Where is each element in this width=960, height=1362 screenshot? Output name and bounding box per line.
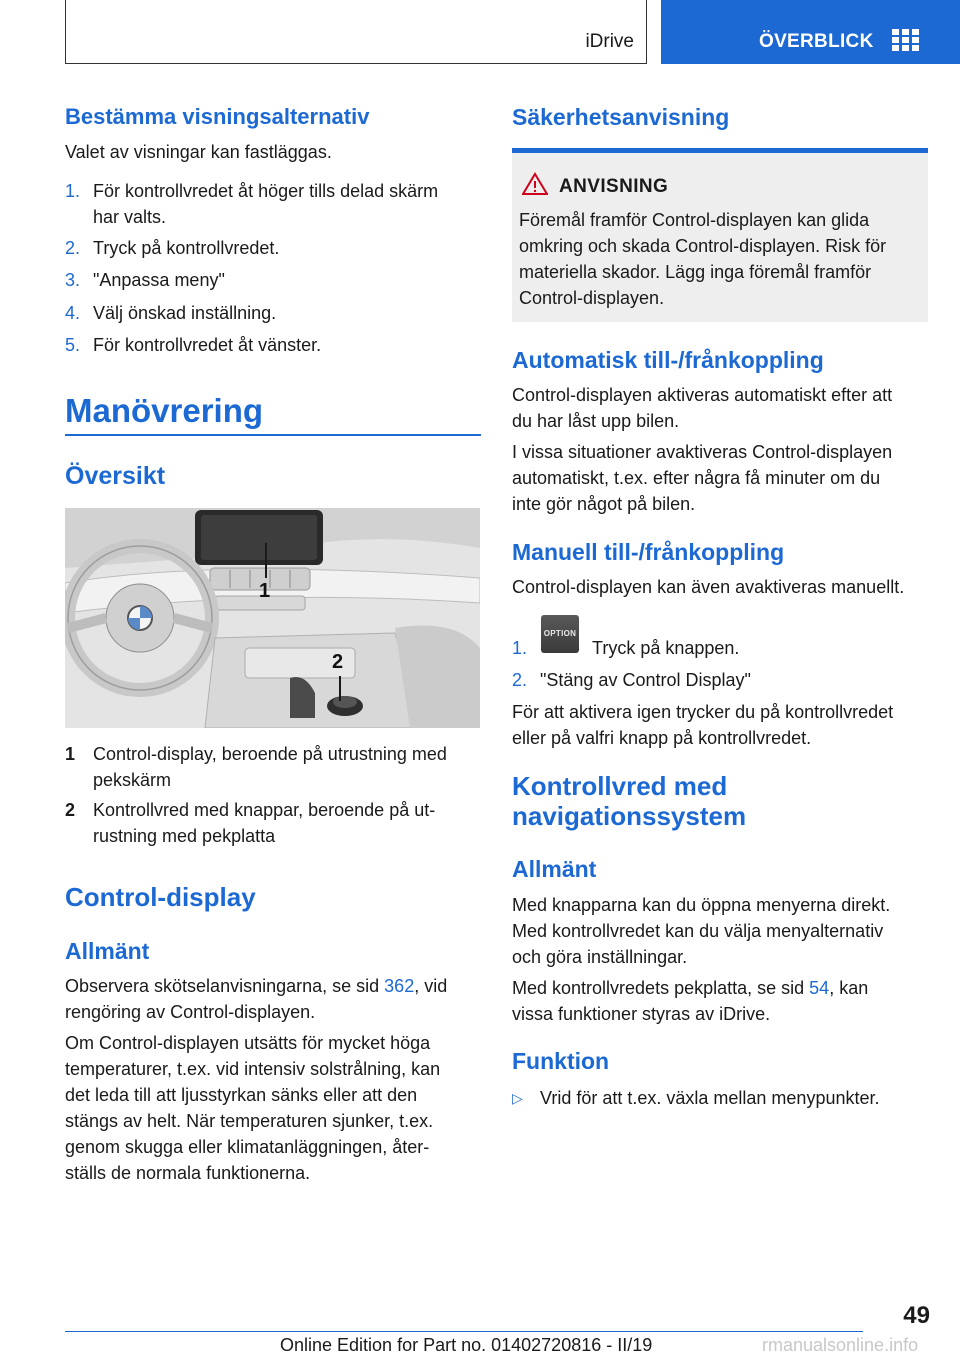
step-number: 5. (65, 335, 81, 355)
header-section-title: iDrive (585, 31, 634, 52)
step-number: 3. (65, 270, 81, 290)
grid-menu-icon[interactable] (892, 29, 919, 53)
intro-text: Valet av visningar kan fastläggas. (65, 142, 332, 162)
warning-box (512, 148, 928, 322)
step-text: Tryck på kontrollvredet. (93, 238, 280, 258)
warning-text: omkring och skada Control-displayen. Risk för (519, 236, 887, 256)
manual-paragraph: Control-displayen kan även avaktiveras manuellt. (512, 577, 905, 597)
legend-text: Control-display, beroende på utrustning med (93, 744, 447, 764)
footer-watermark: rmanualsonline.info (762, 1335, 919, 1355)
step-number: 4. (65, 303, 81, 323)
heading-operation: Manövrering (65, 392, 264, 429)
heat-paragraph-line: det leda till att ljusstyrkan sänks eller att den (65, 1085, 418, 1105)
activate-paragraph-line: eller på valfri knapp på kontrollvredet. (512, 728, 812, 748)
heading-display-options: Bestämma visningsalternativ (65, 104, 370, 129)
page-number: 49 (903, 1302, 930, 1329)
warning-icon (522, 172, 548, 196)
auto-paragraph-line: Control-displayen aktiveras automatiskt efter att (512, 385, 893, 405)
legend-text: rustning med pekplatta (93, 826, 276, 846)
step-text: För kontrollvredet åt höger tills delad skärm (93, 181, 439, 201)
heading-general: Allmänt (512, 856, 597, 882)
heading-controller-l1: Kontrollvred med (512, 771, 728, 801)
figure-label: 2 (332, 651, 344, 673)
touchpad-paragraph-line: vissa funktioner styras av iDrive. (512, 1004, 771, 1024)
step-text: Tryck på knappen. (592, 638, 740, 658)
auto-paragraph-line: I vissa situationer avaktiveras Control-displayen (512, 442, 893, 462)
figure-label: 1 (259, 580, 271, 602)
legend-number: 2 (65, 800, 76, 820)
heading-safety: Säkerhetsanvisning (512, 104, 730, 130)
general-paragraph-line: Med knapparna kan du öppna menyerna direkt. (512, 895, 891, 915)
general-paragraph-line: och göra inställningar. (512, 947, 688, 967)
heat-paragraph-line: ställs de normala funktionerna. (65, 1163, 311, 1183)
legend-number: 1 (65, 744, 76, 764)
touchpad-paragraph: Med kontrollvredets pekplatta, se sid 54, kan (512, 978, 869, 998)
step-number: 2. (65, 238, 81, 258)
auto-paragraph-line: du har låst upp bilen. (512, 411, 680, 431)
care-paragraph: Observera skötselanvisningarna, se sid 362, vid (65, 976, 448, 996)
heading-general: Allmänt (65, 938, 150, 964)
heading-rule (65, 434, 481, 436)
warning-text: materiella skador. Lägg inga föremål framför (519, 262, 872, 282)
cockpit-illustration (65, 508, 480, 728)
footer-edition: Online Edition for Part no. 01402720816 - II/19 (280, 1335, 653, 1355)
heading-auto-switch: Automatisk till-/frånkoppling (512, 347, 824, 373)
step-number: 1. (512, 638, 528, 658)
header-section-tab (65, 0, 647, 64)
heading-overview: Översikt (65, 462, 166, 490)
heat-paragraph-line: Om Control-displayen utsätts för mycket höga (65, 1033, 431, 1053)
step-text: Välj önskad inställning. (93, 303, 277, 323)
care-paragraph-line: rengöring av Control-displayen. (65, 1002, 316, 1022)
step-text: "Stäng av Control Display" (540, 670, 751, 690)
footer-rule (65, 1331, 863, 1332)
warning-title: ANVISNING (559, 176, 669, 197)
heading-control-display: Control-display (65, 882, 256, 912)
option-button-icon: OPTION (541, 615, 579, 653)
general-paragraph-line: Med kontrollvredet kan du välja menyalternativ (512, 921, 884, 941)
heading-controller-l2: navigationssystem (512, 801, 747, 831)
function-item: Vrid för att t.ex. växla mellan menypunkter. (540, 1088, 880, 1108)
page-link[interactable]: 362 (384, 976, 415, 996)
heading-manual-switch: Manuell till-/frånkoppling (512, 539, 785, 565)
bullet-triangle-icon: ▷ (512, 1090, 523, 1106)
auto-paragraph-line: inte gör något på bilen. (512, 494, 696, 514)
activate-paragraph-line: För att aktivera igen trycker du på kontrollvredet (512, 702, 894, 722)
cockpit-drawing (65, 508, 480, 728)
step-number: 1. (65, 181, 81, 201)
step-text: För kontrollvredet åt vänster. (93, 335, 322, 355)
header-chapter-tab[interactable] (661, 0, 960, 64)
step-text: "Anpassa meny" (93, 270, 225, 290)
heat-paragraph-line: temperaturer, t.ex. vid intensiv solstrålning, kan (65, 1059, 441, 1079)
legend-text: pekskärm (93, 770, 172, 790)
heat-paragraph-line: stängs av helt. När temperaturen sjunker, t.ex. (65, 1111, 434, 1131)
header-chapter-title[interactable]: ÖVERBLICK (759, 31, 874, 52)
step-text: har valts. (93, 207, 167, 227)
step-number: 2. (512, 670, 528, 690)
warning-text: Föremål framför Control-displayen kan glida (519, 210, 870, 230)
heading-function: Funktion (512, 1048, 610, 1074)
auto-paragraph-line: automatiskt, t.ex. efter några få minuter om du (512, 468, 881, 488)
page-link[interactable]: 54 (809, 978, 830, 998)
legend-text: Kontrollvred med knappar, beroende på ut- (93, 800, 436, 820)
warning-text: Control-displayen. (519, 288, 665, 308)
heat-paragraph-line: genom skugga eller klimatanläggningen, åter- (65, 1137, 430, 1157)
